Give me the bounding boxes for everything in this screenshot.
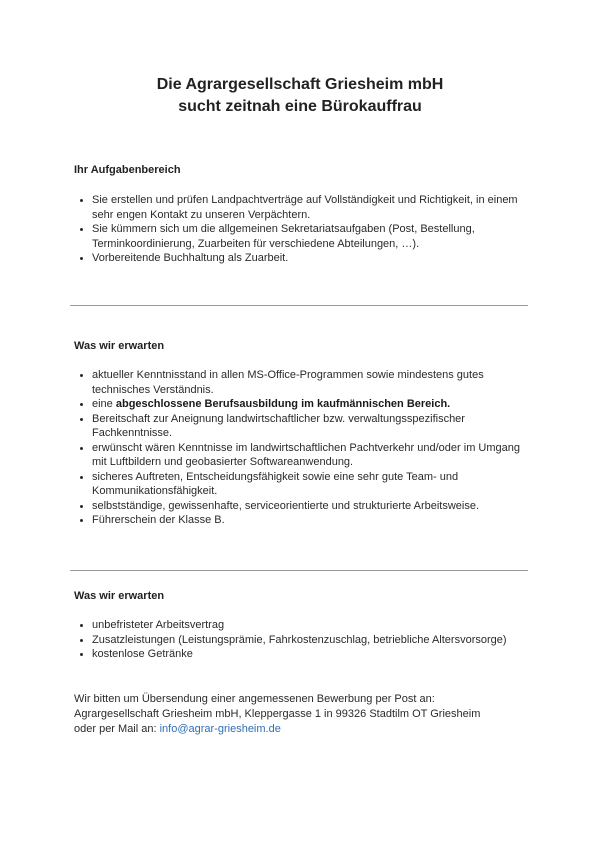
divider: [70, 305, 528, 306]
list-item: • selbstständige, gewissenhafte, serviceorientierte und strukturierte Arbeitsweise.: [92, 499, 532, 514]
section-heading-requirements: Was wir erwarten: [74, 340, 165, 352]
contact-mail-prefix: oder per Mail an:: [74, 723, 160, 735]
tasks-list: [74, 193, 532, 266]
benefits-list: [74, 618, 532, 662]
list-item: • Sie erstellen und prüfen Landpachtverträge auf Vollständigkeit und Richtigkeit, in einem sehr engen Kontakt zu unseren Verpächtern.: [92, 193, 532, 222]
contact-line: [74, 722, 544, 737]
list-item: • Vorbereitende Buchhaltung als Zuarbeit.: [92, 251, 532, 266]
list-item: • kostenlose Getränke: [92, 647, 532, 662]
list-item: • aktueller Kenntnisstand in allen MS-Office-Programmen sowie mindestens gutes technisches Verständnis.: [92, 368, 532, 397]
contact-address: Agrargesellschaft Griesheim mbH, Kleppergasse 1 in 99326 Stadtilm OT Griesheim: [74, 708, 481, 720]
list-item-text: eine: [92, 398, 116, 410]
divider: [70, 570, 528, 571]
email-link[interactable]: info@agrar-griesheim.de: [159, 723, 281, 735]
contact-block: [74, 692, 544, 737]
section-heading-tasks: Ihr Aufgabenbereich: [74, 164, 181, 176]
requirements-list: [74, 368, 532, 528]
list-item: • unbefristeter Arbeitsvertrag: [92, 618, 532, 633]
list-item: [92, 397, 532, 412]
list-item: • sicheres Auftreten, Entscheidungsfähigkeit sowie eine sehr gute Team- und Kommunikationsfähigkeit.: [92, 470, 532, 499]
list-item: • Führerschein der Klasse B.: [92, 513, 532, 528]
title-line-1: Die Agrargesellschaft Griesheim mbH: [156, 76, 444, 93]
list-item: • Sie kümmern sich um die allgemeinen Sekretariatsaufgaben (Post, Bestellung, Terminkoordinierung, Zuarbeiten für verschiedene Abteilungen, …).: [92, 222, 532, 251]
title-line-2: sucht zeitnah eine Bürokauffrau: [178, 98, 422, 115]
page-title: [0, 74, 600, 118]
list-item-bold-text: abgeschlossene Berufsausbildung im kaufmännischen Bereich.: [115, 398, 451, 410]
list-item: • Bereitschaft zur Aneignung landwirtschaftlicher bzw. verwaltungsspezifischer Fachkenntnisse.: [92, 412, 532, 441]
list-item: • erwünscht wären Kenntnisse im landwirtschaftlichen Pachtverkehr und/oder im Umgang mit Luftbildern und geobasierter Softwareanwendung.: [92, 441, 532, 470]
section-heading-benefits: Was wir erwarten: [74, 590, 165, 602]
contact-line: Wir bitten um Übersendung einer angemessenen Bewerbung per Post an:: [74, 693, 435, 705]
list-item: • Zusatzleistungen (Leistungsprämie, Fahrkostenzuschlag, betriebliche Altersvorsorge): [92, 633, 532, 648]
